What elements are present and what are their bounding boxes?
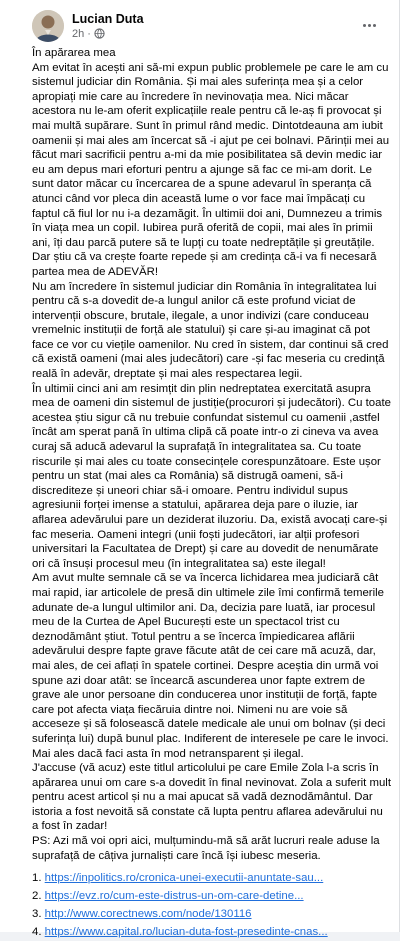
link[interactable]: https://www.capital.ro/lucian-duta-fost-presedinte-cnas...	[44, 926, 328, 939]
post-paragraph: PS: Azi mă voi opri aici, mulțumindu-mă să arăt lucruri reale aduse la suprafață de câțiva jurnaliști care încă își iubesc meseria.	[32, 835, 380, 862]
link-number: 4.	[32, 926, 42, 939]
post-paragraph: J'accuse (vă acuz) este titlul articolului pe care Emile Zola l-a scris în apărarea unui om care s-a dovedit în final nevinovat. Zola a suferit mult pentru acest articol și nu a mai apucat să vadă deznodământul. Dar istoria a fost nevoită să constate că lupta pentru aflarea adevărului nu a fost în zadar!	[32, 762, 391, 833]
link-item	[32, 905, 392, 923]
post-paragraph: Am evitat în acești ani să-mi expun public problemele pe care le am cu sistemul judiciar din România. Și mai ales suferința mea și a celor apropiați mie care au încredere în nevinovația mea. Nici măcar acestora nu le-am oferit explicațiile reale pentru că le-aș fi provocat și mai multă supărare. Sunt în primul rând medic. Dintotdeauna am iubit oamenii și mai ales am încercat să -i ajut pe cei bolnavi. Părinții mei au făcut mari sacrificii pentru a-mi da mie posibilitatea să devin medic iar eu am depus mari eforturi pentru a ajunge să fac ce mi-am dorit. Le sunt dator măcar cu încercarea de a spune adevarul în speranța că atunci când vor pleca din această lume o vor face mai împăcați cu faptul că fiul lor nu i-a dezamăgit. În ultimii doi ani, Dumnezeu a trimis în viața mea un copil. Iubirea pură oferită de copii, mai ales în primii ani, îți dau parcă putere să te lupți cu toate nedreptățile și greutățile. Dar știu că va crește foarte repede și am credința că-i va fi necesară partea mea de ADEVĂR!	[32, 61, 390, 278]
post-meta	[72, 28, 105, 42]
meta-separator: ·	[87, 28, 91, 40]
author-name[interactable]: Lucian Duta	[72, 12, 144, 26]
link-number: 1.	[32, 872, 42, 885]
post-header	[32, 10, 392, 42]
post-time[interactable]: 2h	[72, 28, 85, 40]
link-number: 2.	[32, 890, 42, 903]
post-paragraph: Am avut multe semnale că se va încerca lichidarea mea judiciară cât mai rapid, iar articolele de presă din ultimele zile îmi confirmă temerile adunate de-a lungul ultimilor ani. Da, decizia pare luată, iar procesul meu de la Curtea de Apel București este un spectacol trist cu deznodământ știut. Totul pentru a se încerca împiedicarea aflării adevărului despre fapte grave făcute atât de cei care mă acuză, dar, mai ales, de cei aflați în spatele cortinei. Despre aceștia din urmă voi spune azi doar atât: se încearcă ascunderea unor fapte extrem de grave ale unor persoane din conducerea unor instituții de forță, fapte care pot afecta viața fiecăruia dintre noi. Nimeni nu are voie să acceseze și să folosească datele medicale ale unui om bolnav (și deci suferința lui) după bunul plac. Indiferent de interesele pe care le invoci. Mai ales dacă faci asta în mod netransparent și ilegal.	[32, 572, 389, 760]
more-options-icon[interactable]	[362, 14, 384, 30]
globe-icon[interactable]	[94, 28, 105, 42]
link[interactable]: https://inpolitics.ro/cronica-unei-executii-anuntate-sau...	[44, 872, 324, 885]
post-paragraph: În ultimii cinci ani am resimțit din plin nedreptatea exercitată asupra mea de oameni din sistemul de justiție(procurori și judecători). Cu toate acestea știu sigur că nu trebuie confundat sistemul cu oamenii ,astfel încât am sperat pană în ultima clipă că poate intr-o zi cineva va avea curaj să aducă adevarul la suprafață în integralitatea sa. Cu toate riscurile și mai ales cu toate consecințele corespunzătoare. Este ușor pentru un stat (mai ales ca România) să distrugă oameni, să-i discrediteze și uneori chiar să-i omoare. Pentru individul supus agresiunii forței imense a statului, apărarea deja pare o iluzie, iar aflarea adevărului pare un deziderat iluzoriu. Da, există avocați care-și fac meseria. Oameni integri (unii foști judecători, iar alții profesori universitari la Facultatea de Drept) și care au dovedit de nenumărate ori că însuși procesul meu (în integralitatea sa) este ilegal!	[32, 382, 391, 570]
avatar[interactable]	[32, 10, 64, 42]
post-body	[32, 46, 392, 941]
post-paragraph: Nu am încredere în sistemul judiciar din România în integralitatea lui pentru că s-a dovedit de-a lungul anilor că este profund viciat de intervenții obscure, brutale, ilegale, a unor indivizi (care conduceau vremelnic instituții de forță ale statului) și care și-au imaginat că pot face ce vor cu viețile oamenilor. Nu cred în sistem, dar continui să cred că există oameni (mai ales judecători) care -și fac meseria cu credință reală în adevăr, dreptate și mai ales respectarea legii.	[32, 280, 389, 381]
link[interactable]: http://www.corectnews.com/node/130116	[44, 908, 252, 921]
link-item	[32, 923, 392, 941]
link-item	[32, 869, 392, 887]
link-number: 3.	[32, 908, 42, 921]
link[interactable]: https://evz.ro/cum-este-distrus-un-om-care-detine...	[44, 890, 304, 903]
post-title: În apărarea mea	[32, 47, 116, 59]
links-list	[32, 869, 392, 941]
link-item	[32, 887, 392, 905]
